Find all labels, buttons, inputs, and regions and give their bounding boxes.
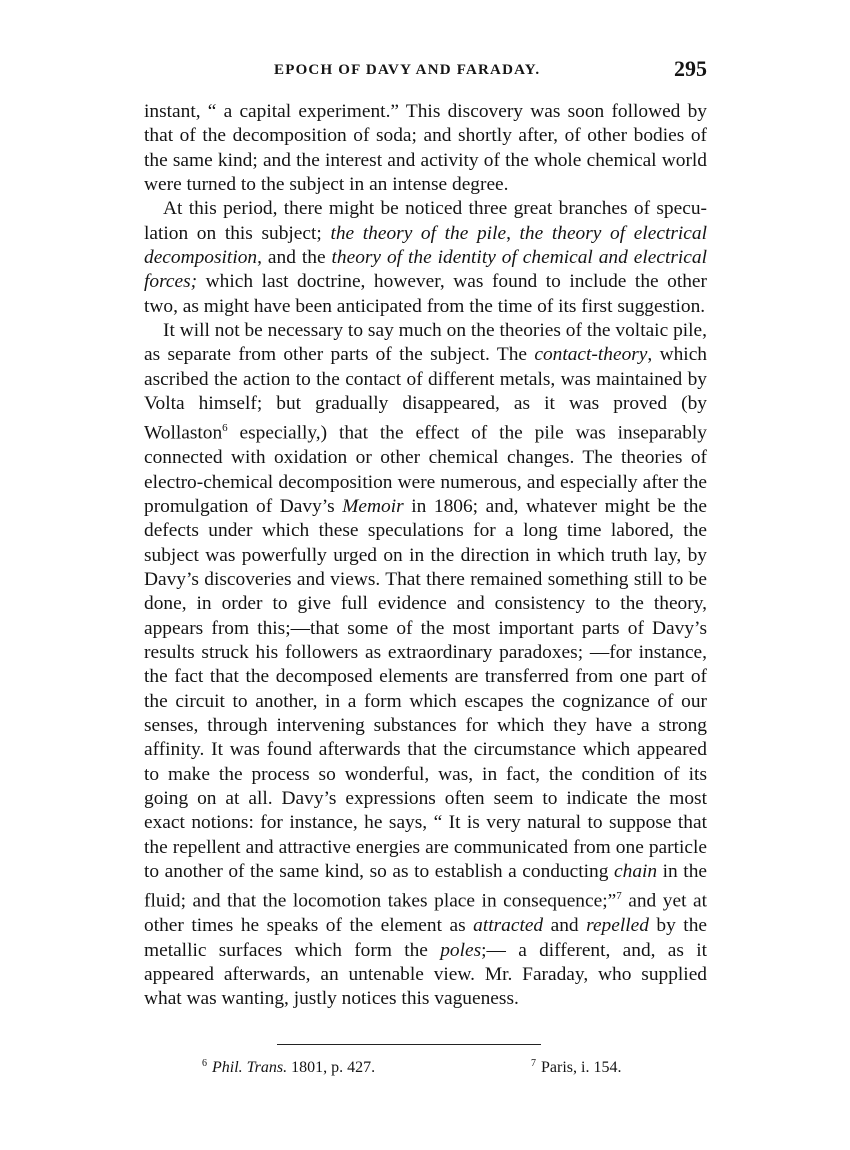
italic-phrase: the theory of the pile	[330, 222, 507, 244]
paragraph-3-text: and yet at other times he speaks of the element as	[144, 890, 707, 937]
page-number: 295	[674, 56, 707, 81]
italic-phrase: repelled	[586, 915, 649, 937]
paragraph-3-text: ;— a different, and, as it appeared afterwards, an untenable view. Mr. Faraday, who supplied what was wanting, justly notices this vagueness.	[144, 939, 707, 1010]
footnote-marker: 6	[222, 422, 228, 435]
paragraph-3-text: especially,) that the effect of the pile was inseparably connected with oxidation or other chemical changes. The theories of electro-chemical decomposition were numerous, and especially after the promulgation of Davy’s	[144, 422, 707, 517]
paragraph-3-text: in the fluid; and that the locomotion takes place in consequence;”	[144, 861, 707, 912]
italic-phrase: chain	[614, 861, 658, 883]
footnote-marker: 7	[616, 890, 622, 903]
paragraph-2-text: ,	[506, 222, 520, 244]
paragraph-2-text: , and the	[257, 247, 332, 269]
paragraph-3-text: and	[543, 915, 587, 937]
footnote-7-text: Paris, i. 154.	[541, 1059, 622, 1076]
paragraph-2-text: At this period, there might be noticed three great branches of speculation on this subject;	[144, 198, 707, 244]
italic-phrase: the theory of electrical decomposition	[144, 222, 707, 269]
page-header	[144, 56, 707, 86]
footnote-6-source: Phil. Trans.	[212, 1059, 288, 1076]
paragraph-1-text: instant, “ a capital experiment.” This discovery was soon followed by that of the decomposition of soda; and shortly after, of other bodies of the same kind; and the interest and activity of the whole chemical world were turned to the subject in an intense degree.	[144, 101, 707, 196]
paragraph-3-text: in 1806; and, whatever might be the defects under which these speculations for a long time labored, the subject was powerfully urged on in the direction in which truth lay, by Davy’s discoveries and views. That there remained something still to be done, in order to give full evidence and consistency to the theory, appears from this;—that some of the most important parts of Davy’s results struck his followers as extraordinary paradoxes; —for instance, the fact that the decomposed elements are transferred from one part of the circuit to another, in a form which escapes the cognizance of our senses, through intervening substances for which they have a strong affinity. It was found afterwards that the circumstance which appeared to make the process so wonderful, was, in fact, the condition of its going on at all. Davy’s expressions often seem to indicate the most exact notions: for instance, he says, “ It is very natural to suppose that the repellent and attractive energies are communicated from one particle to another of the same kind, so as to establish a conducting	[144, 495, 708, 883]
body-text	[144, 100, 707, 1012]
italic-phrase: attracted	[473, 915, 544, 937]
paragraph-2-text: which last doctrine, however, was found to include the other two, as might have been anticipated from the time of its first suggestion.	[144, 271, 707, 317]
paragraph-3-text: , which ascribed the action to the contact of different metals, was maintained by Volta himself; but gradually disappeared, as it was proved (by Wollaston	[144, 344, 707, 444]
footnote-7	[531, 1058, 621, 1077]
footnote-divider	[277, 1044, 541, 1045]
italic-phrase: contact-theory	[534, 344, 648, 366]
paragraph-1	[144, 100, 707, 197]
running-head: EPOCH OF DAVY AND FARADAY.	[274, 62, 541, 78]
footnotes	[144, 1058, 707, 1084]
footnote-7-marker: 7	[531, 1058, 536, 1069]
paragraph-3	[144, 319, 707, 1012]
italic-phrase: Memoir	[342, 495, 404, 517]
footnote-6	[202, 1058, 375, 1077]
paragraph-3-text: It will not be necessary to say much on the theories of the voltaic pile, as separate from other parts of the subject. The	[144, 320, 707, 366]
italic-phrase: poles	[440, 939, 482, 961]
paragraph-2	[144, 197, 707, 319]
italic-phrase: theory of the identity of chemical and electrical forces;	[144, 247, 707, 293]
paragraph-3-text: by the metallic surfaces which form the	[144, 915, 707, 961]
footnote-6-marker: 6	[202, 1058, 207, 1069]
footnote-6-ref: 1801, p. 427.	[287, 1059, 376, 1076]
